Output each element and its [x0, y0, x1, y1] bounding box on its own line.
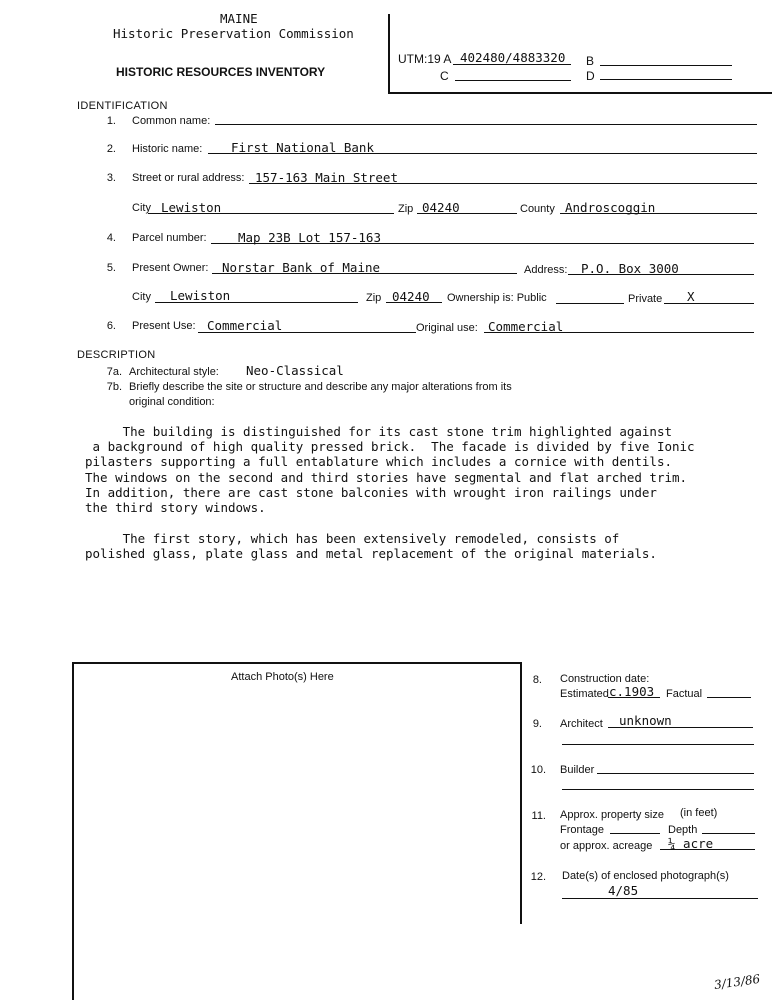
builder-label: Builder — [560, 764, 595, 776]
street-address-value: 157-163 Main Street — [255, 170, 398, 185]
field-7a-number: 7a. — [106, 366, 122, 378]
description-paragraph-1: The building is distinguished for its cast stone trim highlighted against a background of high quality pressed brick. The facade is divided by five Ionic pilasters supporting a full entablature which includes a cornice with dentils. The windows on the second and third stories have segmental and flat arched trim. In addition, there are cast stone balconies with wrought iron railings under the third story windows. — [85, 424, 695, 516]
property-size-unit: (in feet) — [680, 807, 718, 819]
field-10-number: 10. — [530, 764, 546, 776]
common-name-label: Common name: — [132, 115, 211, 127]
ownership-private-value: X — [687, 289, 695, 304]
photo-box-top-border — [72, 662, 522, 664]
photo-dates-value: 4/85 — [608, 883, 639, 898]
utm-c-label: C — [440, 69, 449, 83]
factual-field[interactable] — [707, 697, 751, 698]
architect-label: Architect — [560, 718, 603, 730]
description-paragraph-2: The first story, which has been extensively remodeled, consists of polished glass, plate glass and metal replacement of the original materials. — [85, 531, 657, 562]
parcel-number-field[interactable] — [211, 243, 754, 244]
owner-zip-label: Zip — [366, 292, 382, 304]
factual-label: Factual — [666, 688, 703, 700]
historic-name-value: First National Bank — [231, 140, 374, 155]
owner-zip-value: 04240 — [392, 289, 430, 304]
utm-box-left-border — [388, 14, 390, 94]
owner-zip-field[interactable] — [386, 302, 442, 303]
estimated-field[interactable] — [608, 697, 660, 698]
architectural-style-label: Architectural style: — [129, 366, 219, 378]
ownership-public-field[interactable] — [556, 303, 624, 304]
present-owner-label: Present Owner: — [132, 262, 209, 274]
utm-d-label: D — [586, 69, 595, 83]
zip-field[interactable] — [417, 213, 517, 214]
acreage-label: or approx. acreage — [560, 840, 653, 852]
field-2-number: 2. — [106, 143, 116, 155]
utm-d-line — [600, 79, 732, 80]
photo-box-right-border — [520, 662, 522, 924]
owner-city-label: City — [132, 291, 151, 303]
parcel-number-label: Parcel number: — [132, 232, 207, 244]
street-address-field[interactable] — [249, 183, 757, 184]
depth-field[interactable] — [702, 833, 755, 834]
field-9-number: 9. — [532, 718, 542, 730]
estimated-value: c.1903 — [609, 684, 655, 699]
ownership-private-field[interactable] — [664, 303, 754, 304]
owner-address-field[interactable] — [568, 274, 754, 275]
field-11-number: 11. — [531, 810, 546, 822]
builder-field-line-2[interactable] — [562, 789, 754, 790]
utm-c-line — [455, 80, 571, 81]
utm-value: 402480/4883320 — [460, 50, 566, 65]
utm-b-line — [600, 65, 732, 66]
describe-label-line-2: original condition: — [129, 396, 215, 408]
zip-value: 04240 — [422, 200, 460, 215]
county-label: County — [520, 203, 555, 215]
builder-field[interactable] — [597, 773, 754, 774]
city-label: City — [132, 202, 151, 214]
parcel-number-value: Map 23B Lot 157-163 — [238, 230, 381, 245]
photo-dates-label: Date(s) of enclosed photograph(s) — [562, 870, 729, 882]
historic-name-label: Historic name: — [132, 143, 203, 155]
zip-label: Zip — [398, 203, 414, 215]
field-1-number: 1. — [106, 115, 116, 127]
present-use-label: Present Use: — [132, 320, 196, 332]
depth-label: Depth — [668, 824, 698, 836]
utm-line — [453, 64, 571, 65]
architect-value: unknown — [619, 713, 672, 728]
property-size-label: Approx. property size — [560, 809, 664, 821]
city-field[interactable] — [148, 213, 394, 214]
architect-field-line-2[interactable] — [562, 744, 754, 745]
describe-label-line-1: Briefly describe the site or structure and describe any major alterations from its — [129, 381, 512, 393]
commission-name: Historic Preservation Commission — [113, 26, 354, 41]
present-owner-value: Norstar Bank of Maine — [222, 260, 381, 275]
construction-date-label: Construction date: — [560, 673, 650, 685]
acreage-field[interactable] — [660, 849, 755, 850]
owner-address-label: Address: — [524, 264, 568, 276]
owner-city-field[interactable] — [155, 302, 358, 303]
utm-box-bottom-border — [388, 92, 772, 94]
original-use-field[interactable] — [484, 332, 754, 333]
utm-b-label: B — [586, 54, 595, 68]
architect-field[interactable] — [608, 727, 753, 728]
field-7b-number: 7b. — [106, 381, 122, 393]
ownership-private-label: Private — [628, 293, 663, 305]
county-field[interactable] — [560, 213, 757, 214]
utm-label: UTM:19 A — [398, 52, 452, 66]
ownership-public-label: Ownership is: Public — [447, 292, 547, 304]
field-8-number: 8. — [532, 674, 542, 686]
owner-address-value: P.O. Box 3000 — [581, 261, 679, 276]
frontage-field[interactable] — [610, 833, 660, 834]
photo-drop-area[interactable] — [76, 690, 516, 920]
city-value: Lewiston — [161, 200, 222, 215]
field-6-number: 6. — [106, 320, 116, 332]
field-12-number: 12. — [530, 871, 546, 883]
frontage-label: Frontage — [560, 824, 605, 836]
field-5-number: 5. — [106, 262, 116, 274]
attach-photo-label: Attach Photo(s) Here — [231, 671, 334, 683]
acreage-value: ¼ acre — [668, 836, 714, 851]
original-use-label: Original use: — [416, 322, 478, 334]
photo-box-left-border — [72, 662, 74, 1000]
state-name: MAINE — [220, 11, 258, 26]
photo-dates-field[interactable] — [562, 898, 758, 899]
field-3-number: 3. — [106, 172, 116, 184]
county-value: Androscoggin — [565, 200, 656, 215]
present-owner-field[interactable] — [212, 273, 517, 274]
description-heading: DESCRIPTION — [77, 349, 156, 361]
street-address-label: Street or rural address: — [132, 172, 245, 184]
handwritten-date: 3/13/86 — [713, 971, 762, 993]
present-use-field[interactable] — [198, 332, 416, 333]
common-name-field[interactable] — [215, 124, 757, 125]
field-4-number: 4. — [106, 232, 116, 244]
original-use-value: Commercial — [488, 319, 564, 334]
historic-name-field[interactable] — [208, 153, 757, 154]
present-use-value: Commercial — [207, 318, 283, 333]
form-title: HISTORIC RESOURCES INVENTORY — [116, 65, 326, 79]
architectural-style-value: Neo-Classical — [246, 363, 344, 378]
owner-city-value: Lewiston — [170, 288, 231, 303]
identification-heading: IDENTIFICATION — [77, 100, 168, 112]
estimated-label: Estimated — [560, 688, 609, 700]
